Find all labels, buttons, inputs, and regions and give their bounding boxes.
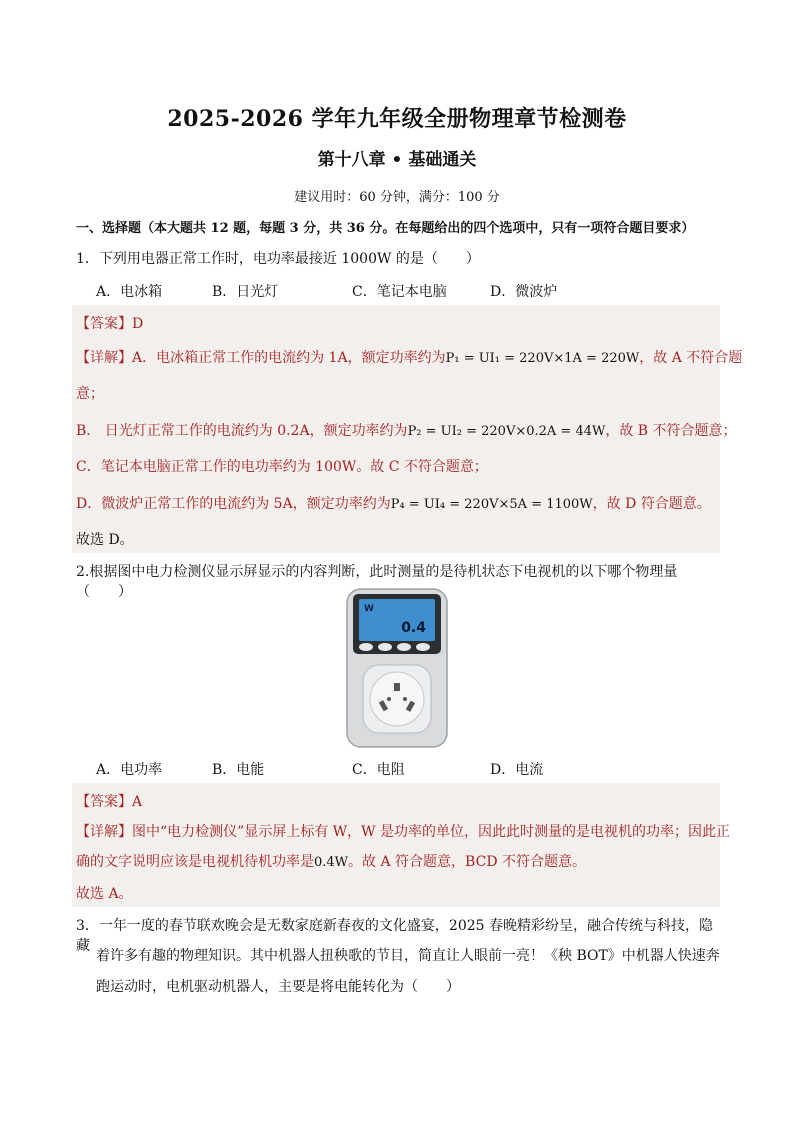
- q1-detail-c: C．笔记本电脑正常工作的电功率约为 100W。故 C 不符合题意；: [76, 459, 488, 475]
- q1-detail-b: B． 日光灯正常工作的电流约为 0.2A，额定功率约为P₂ = UI₂ = 220V×0.2A = 44W，故 B 不符合题意；: [76, 423, 737, 439]
- device-unit: W: [364, 604, 374, 614]
- q1-conclusion: 故选 D。: [76, 532, 134, 548]
- q1-formula-b: P₂ = UI₂ = 220V×0.2A = 44W: [407, 424, 606, 439]
- q1-detail-a-wrap: 意；: [76, 386, 104, 402]
- q1-option-b: B．日光灯: [212, 284, 279, 300]
- q2-detail-1: 【详解】图中“电力检测仪”显示屏上标有 W，W 是功率的单位，因此此时测量的是电视机的功率；因此正: [76, 824, 730, 840]
- page-subtitle: 第十八章 • 基础通关: [317, 150, 477, 170]
- question-2-stem: 2.根据图中电力检测仪显示屏显示的内容判断，此时测量的是待机状态下电视机的以下哪个物理量（ ）: [76, 564, 678, 600]
- q1-option-d: D．微波炉: [490, 284, 558, 300]
- q1-answer: 【答案】D: [76, 316, 144, 332]
- q2-detail-value: 0.4W: [314, 855, 349, 870]
- q1-option-a: A．电冰箱: [96, 284, 163, 300]
- q1-option-c: C．笔记本电脑: [352, 284, 447, 300]
- q2-conclusion: 故选 A。: [76, 886, 133, 902]
- q2-answer-box: [72, 783, 730, 907]
- power-meter-image: [343, 587, 451, 749]
- q2-option-c: C．电阻: [352, 762, 405, 778]
- power-meter-illustration: [343, 587, 451, 749]
- question-3-line-1: 3．一年一度的春节联欢晚会是无数家庭新春夜的文化盛宴，2025 春晚精彩纷呈，融合传统与科技，隐藏: [76, 918, 713, 954]
- q1-detail-d: D．微波炉正常工作的电流约为 5A，额定功率约为P₄ = UI₄ = 220V×5A = 1100W，故 D 符合题意。: [76, 496, 711, 512]
- section-heading: 一、选择题（本大题共 12 题，每题 3 分，共 36 分。在每题给出的四个选项中，只有一项符合题目要求）: [76, 221, 695, 236]
- q2-option-a: A．电功率: [96, 762, 163, 778]
- question-3-line-3: 跑运动时，电机驱动机器人，主要是将电能转化为（ ）: [96, 979, 460, 995]
- device-reading: 0.4: [401, 620, 426, 636]
- q2-detail-2: 确的文字说明应该是电视机待机功率是0.4W。故 A 符合题意，BCD 不符合题意。: [76, 854, 586, 870]
- q1-formula-a: P₁ = UI₁ = 220V×1A = 220W: [445, 351, 640, 366]
- q2-option-b: B．电能: [212, 762, 265, 778]
- page-title: 2025-2026 学年九年级全册物理章节检测卷: [167, 106, 627, 132]
- time-info: 建议用时：60 分钟，满分：100 分: [294, 190, 500, 205]
- q1-formula-d: P₄ = UI₄ = 220V×5A = 1100W: [390, 497, 593, 512]
- q1-detail-a: 【详解】A．电冰箱正常工作的电流约为 1A，额定功率约为P₁ = UI₁ = 220V×1A = 220W，故 A 不符合题: [76, 350, 743, 366]
- q2-option-d: D．电流: [490, 762, 544, 778]
- q1-answer-box: [72, 305, 743, 553]
- question-1-stem: 1．下列用电器正常工作时，电功率最接近 1000W 的是（ ）: [76, 251, 480, 267]
- q2-answer: 【答案】A: [76, 794, 143, 810]
- question-3-line-2: 着许多有趣的物理知识。其中机器人扭秧歌的节目，简直让人眼前一亮！《秧 BOT》中机器人快速奔: [96, 948, 720, 964]
